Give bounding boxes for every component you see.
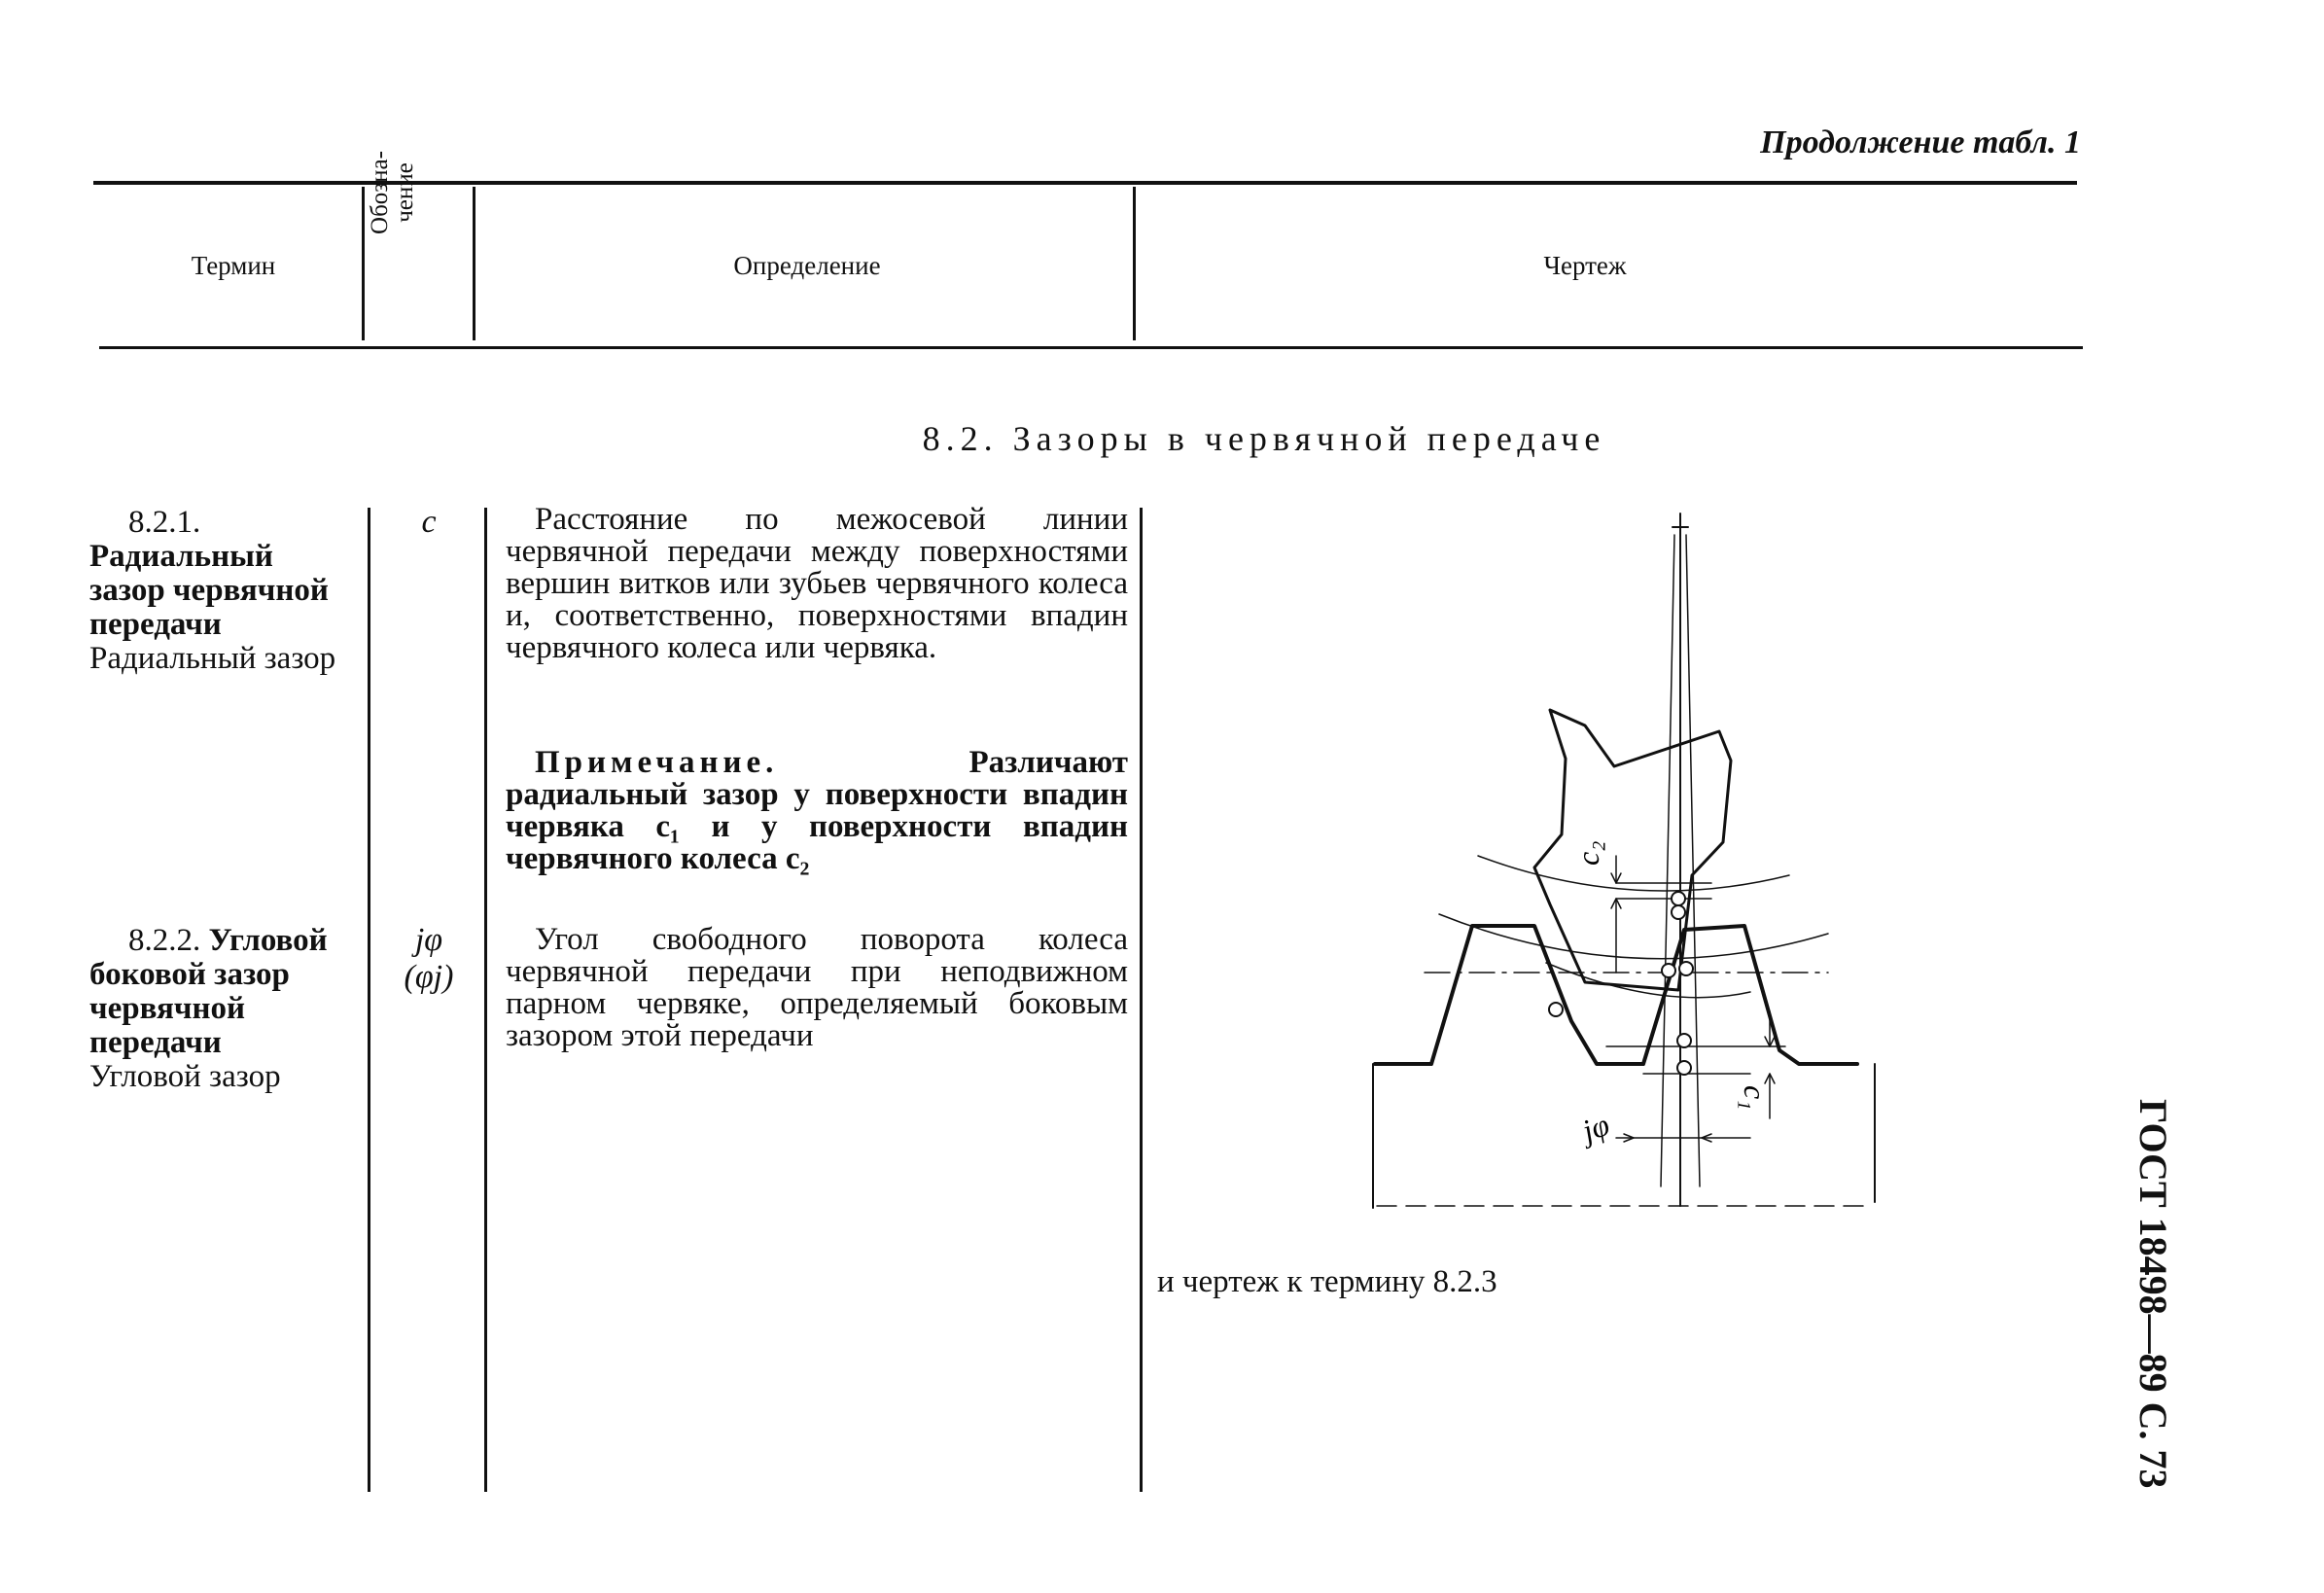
definition-8-2-1: Расстояние по межосевой линии червячной передачи между поверхностями вершин витков или зубьев червячного колеса и, соответственно, поверхностями впадин червячного колеса или червяка. — [506, 502, 1128, 665]
drawing-caption: и чертеж к термину 8.2.3 — [1157, 1264, 1497, 1299]
symbol-j-phi-main: jφ — [414, 922, 443, 958]
header-drawing: Чертеж — [1543, 251, 1627, 280]
term-number: 8.2.2. — [128, 923, 201, 958]
header-symbol: Обозна-чение — [367, 151, 418, 234]
term-8-2-1 — [89, 506, 352, 676]
label-c1: c₁ — [1738, 1085, 1773, 1111]
note-text: Различают радиальный зазор у поверхности впадин червяка c₁ и у поверхности впадин червячного колеса c₂ — [506, 745, 1128, 876]
column-divider-1 — [362, 187, 365, 340]
note-8-2-1 — [506, 747, 1128, 875]
label-j-phi: jφ — [1577, 1106, 1614, 1149]
header-definition: Определение — [733, 251, 881, 280]
document-standard-stamp: ГОСТ 18498—89 С. 73 — [2131, 1099, 2175, 1489]
column-divider-3-body — [1140, 508, 1143, 1492]
term-short: Радиальный зазор — [89, 641, 336, 676]
label-c2: c₂ — [1570, 840, 1605, 866]
column-divider-3 — [1133, 187, 1136, 340]
section-title: 8.2. Зазоры в червячной передаче — [922, 419, 1606, 458]
wheel-tooth — [1534, 710, 1731, 990]
header-term: Термин — [191, 251, 276, 280]
column-divider-2-body — [484, 508, 487, 1492]
term-number: 8.2.1. — [128, 505, 201, 540]
term-bold: Угловой боковой зазор червячной передачи — [89, 923, 328, 1060]
symbol-c: c — [421, 504, 437, 540]
gear-clearance-drawing — [1342, 506, 1906, 1216]
term-bold: Радиальный зазор червячной передачи — [89, 539, 329, 642]
column-divider-1-body — [368, 508, 370, 1492]
table-header-rule — [99, 346, 2083, 349]
note-label: Примечание. — [535, 745, 779, 780]
definition-8-2-2: Угол свободного поворота колеса червячной передачи при неподвижном парном червяке, определяемый боковым зазором этой передачи — [506, 922, 1128, 1053]
term-short: Угловой зазор — [89, 1059, 281, 1094]
symbol-phi-j-alt: (φj) — [404, 959, 454, 995]
column-divider-2 — [473, 187, 475, 340]
symbol-j-phi — [375, 922, 482, 996]
table-continuation-caption: Продолжение табл. 1 — [1760, 124, 2081, 160]
term-8-2-2 — [89, 924, 352, 1094]
